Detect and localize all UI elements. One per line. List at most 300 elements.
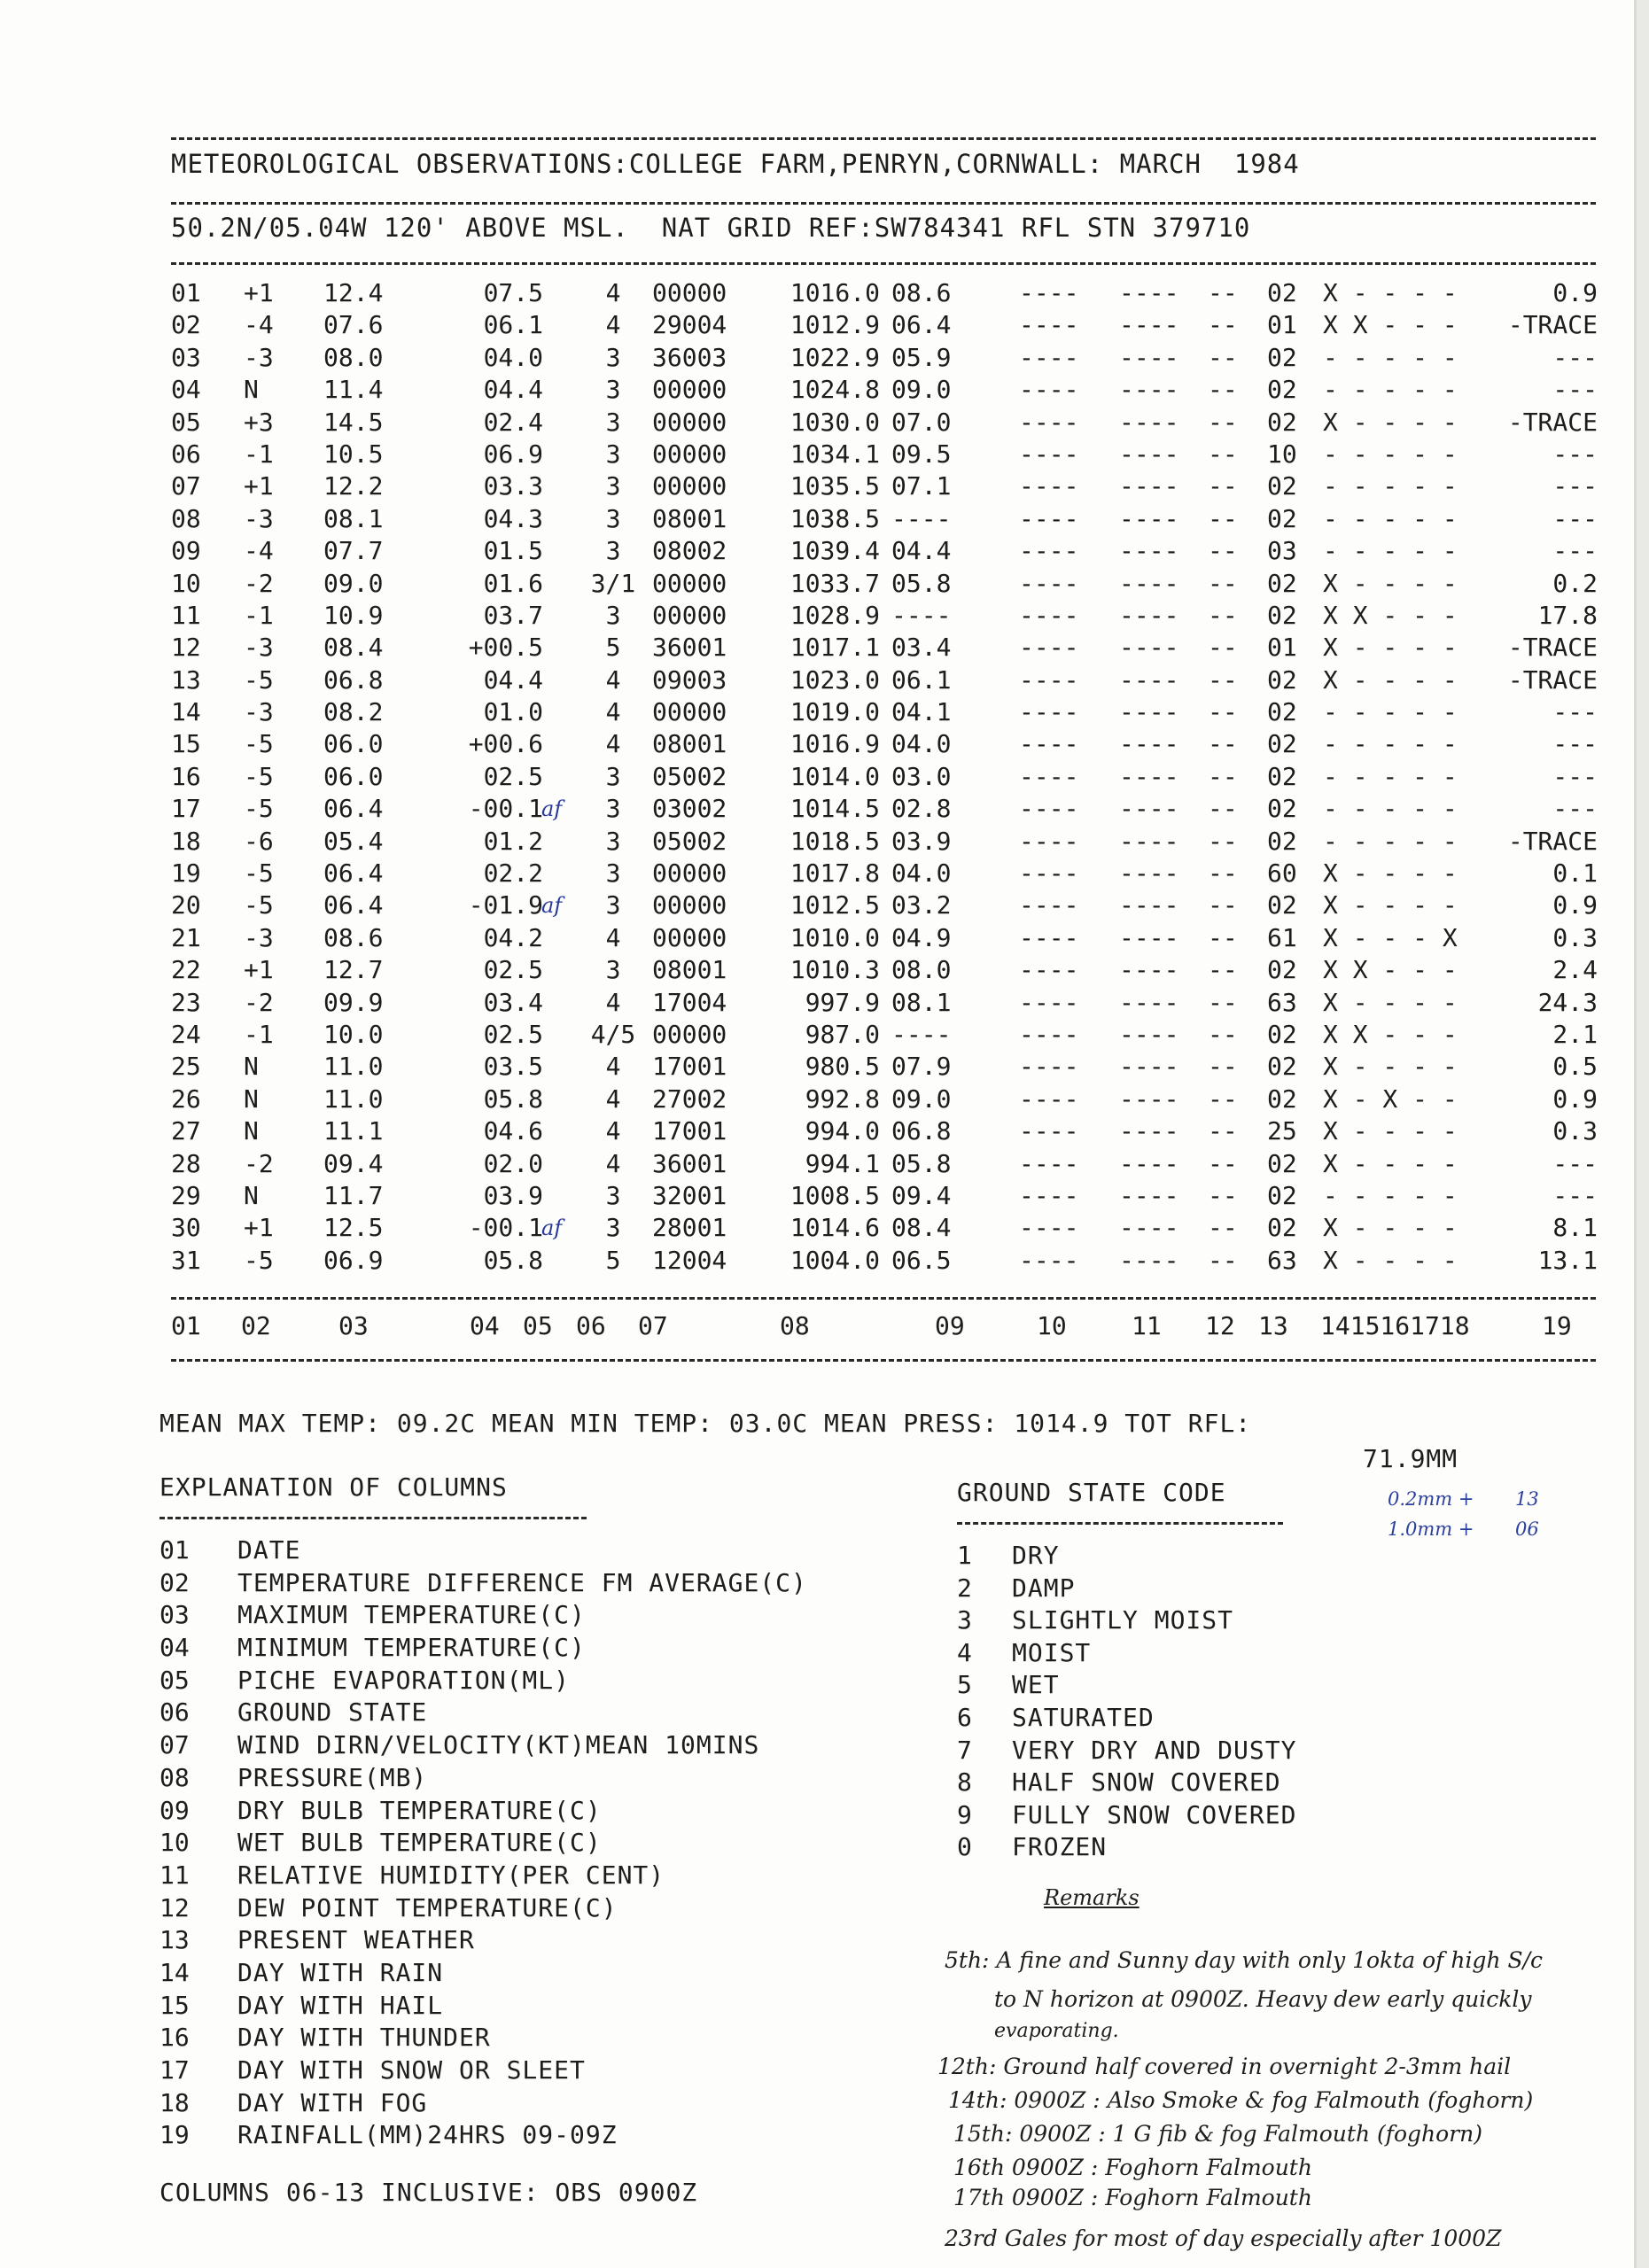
cell-c07: 17004: [652, 987, 727, 1017]
cell-c04: 05.8: [483, 1084, 543, 1114]
cell-c06: 3: [605, 536, 621, 566]
cell-c04: 03.4: [483, 987, 543, 1017]
cell-c07: 08001: [652, 729, 727, 759]
cell-c19: 0.9: [1552, 278, 1598, 307]
page-edge-shadow: [1634, 0, 1637, 2268]
cell-c04: 01.5: [483, 536, 543, 566]
column-number: 19: [1542, 1311, 1572, 1340]
explanation-text: GROUND STATE: [237, 1697, 428, 1728]
cell-c02: -3: [244, 503, 274, 533]
heading-underline: [957, 1522, 1283, 1525]
cell-c02: +1: [244, 471, 274, 501]
cell-c04: +00.6: [468, 729, 543, 759]
cell-c19: ---: [1552, 439, 1598, 469]
column-number: 06: [576, 1311, 606, 1340]
cell-c02: -1: [244, 600, 274, 630]
cell-c19: ---: [1552, 761, 1598, 791]
cell-flags: X - - - -: [1323, 890, 1458, 920]
cell-c12: --: [1208, 987, 1238, 1017]
ground-state-code: 0: [957, 1832, 972, 1862]
cell-c11: ----: [1119, 1245, 1179, 1275]
cell-c10: ----: [1019, 1245, 1079, 1275]
cell-c02: -2: [244, 987, 274, 1017]
page-edge: [1637, 0, 1649, 2268]
cell-c02: N: [244, 1116, 259, 1146]
cell-c07: 28001: [652, 1213, 727, 1243]
cell-c03: 07.6: [323, 310, 384, 340]
cell-c01: 20: [171, 890, 201, 920]
cell-c19: 0.1: [1552, 858, 1598, 889]
cell-c10: ----: [1019, 536, 1079, 566]
cell-c03: 10.5: [323, 439, 384, 469]
cell-c02: -5: [244, 890, 274, 920]
cell-c06: 4: [605, 987, 621, 1017]
cell-c19: 2.4: [1552, 955, 1598, 985]
explanation-number: 06: [159, 1697, 190, 1728]
cell-c10: ----: [1019, 342, 1079, 372]
cell-c02: -5: [244, 761, 274, 791]
cell-c08: 1014.5: [789, 794, 880, 824]
explanation-text: DAY WITH RAIN: [237, 1957, 444, 1987]
cell-c11: ----: [1119, 471, 1179, 501]
cell-c04: 01.0: [483, 697, 543, 727]
explanation-text: RAINFALL(MM)24HRS 09-09Z: [237, 2120, 618, 2150]
ground-state-code: 6: [957, 1702, 972, 1732]
cell-c13: 02: [1267, 1084, 1297, 1114]
cell-c13: 02: [1267, 568, 1297, 598]
cell-c10: ----: [1019, 600, 1079, 630]
column-number: 03: [338, 1311, 369, 1340]
cell-c04: 03.5: [483, 1052, 543, 1082]
cell-c09: 03.9: [891, 826, 952, 856]
cell-c12: --: [1208, 890, 1238, 920]
cell-c09: 04.0: [891, 729, 952, 759]
cell-c08: 1014.0: [789, 761, 880, 791]
explanation-number: 02: [159, 1567, 190, 1597]
explanation-text: DAY WITH THUNDER: [237, 2023, 491, 2053]
cell-c11: ----: [1119, 922, 1179, 952]
cell-c04: 04.2: [483, 922, 543, 952]
handwritten-note: af: [541, 1216, 563, 1241]
cell-c07: 08002: [652, 536, 727, 566]
explanation-number: 19: [159, 2120, 190, 2150]
cell-c12: --: [1208, 955, 1238, 985]
cell-flags: X X - - -: [1323, 310, 1458, 340]
cell-c01: 06: [171, 439, 201, 469]
cell-c03: 10.0: [323, 1019, 384, 1049]
cell-c09: 06.1: [891, 664, 952, 695]
divider: [171, 262, 1596, 265]
remark-line: 5th: A fine and Sunny day with only 1okta of high S/c: [945, 1947, 1544, 1973]
rain-days-value-1: 13: [1515, 1488, 1539, 1510]
cell-c07: 00000: [652, 600, 727, 630]
cell-c10: ----: [1019, 1213, 1079, 1243]
cell-c19: ---: [1552, 375, 1598, 405]
cell-c13: 02: [1267, 600, 1297, 630]
cell-c08: 1017.8: [789, 858, 880, 889]
cell-c19: ---: [1552, 729, 1598, 759]
cell-c07: 08001: [652, 503, 727, 533]
ground-state-text: FULLY SNOW COVERED: [1012, 1799, 1297, 1829]
cell-c09: 09.0: [891, 375, 952, 405]
cell-c13: 02: [1267, 826, 1297, 856]
cell-flags: X - - - X: [1323, 922, 1458, 952]
cell-c09: 04.9: [891, 922, 952, 952]
cell-c09: 06.8: [891, 1116, 952, 1146]
cell-c07: 00000: [652, 407, 727, 437]
remark-line: evaporating.: [994, 2020, 1119, 2042]
cell-flags: X - - - -: [1323, 633, 1458, 663]
cell-c12: --: [1208, 439, 1238, 469]
cell-c19: ---: [1552, 342, 1598, 372]
cell-c09: 05.9: [891, 342, 952, 372]
cell-c07: 08001: [652, 955, 727, 985]
cell-c08: 1019.0: [789, 697, 880, 727]
cell-c06: 3: [605, 1213, 621, 1243]
cell-c01: 19: [171, 858, 201, 889]
cell-c04: 04.4: [483, 664, 543, 695]
cell-c07: 00000: [652, 922, 727, 952]
column-number: 08: [780, 1311, 810, 1340]
cell-c08: 1022.9: [789, 342, 880, 372]
cell-c07: 00000: [652, 439, 727, 469]
cell-c09: ----: [891, 600, 952, 630]
cell-c19: 24.3: [1537, 987, 1598, 1017]
cell-c12: --: [1208, 471, 1238, 501]
cell-c10: ----: [1019, 697, 1079, 727]
column-number: 10: [1037, 1311, 1067, 1340]
explanation-number: 07: [159, 1730, 190, 1760]
explanation-number: 08: [159, 1762, 190, 1792]
cell-c01: 30: [171, 1213, 201, 1243]
cell-c01: 08: [171, 503, 201, 533]
divider: [171, 1297, 1596, 1300]
cell-c13: 02: [1267, 761, 1297, 791]
cell-c03: 12.7: [323, 955, 384, 985]
cell-c09: 04.0: [891, 858, 952, 889]
cell-c13: 02: [1267, 278, 1297, 307]
cell-flags: - - - - -: [1323, 761, 1458, 791]
cell-c10: ----: [1019, 471, 1079, 501]
column-number: 04: [470, 1311, 500, 1340]
cell-c08: 1012.9: [789, 310, 880, 340]
column-number: 01: [171, 1311, 201, 1340]
cell-c19: 17.8: [1537, 600, 1598, 630]
cell-c02: -1: [244, 1019, 274, 1049]
cell-c11: ----: [1119, 536, 1179, 566]
cell-c11: ----: [1119, 1116, 1179, 1146]
cell-c13: 10: [1267, 439, 1297, 469]
cell-c19: 0.9: [1552, 1084, 1598, 1114]
cell-c09: 03.2: [891, 890, 952, 920]
explanation-text: MINIMUM TEMPERATURE(C): [237, 1633, 586, 1663]
cell-c07: 36001: [652, 1148, 727, 1178]
cell-c12: --: [1208, 1213, 1238, 1243]
remark-line: 14th: 0900Z : Also Smoke & fog Falmouth (foghorn): [948, 2087, 1534, 2113]
cell-c13: 63: [1267, 987, 1297, 1017]
cell-c10: ----: [1019, 858, 1079, 889]
ground-state-text: MOIST: [1012, 1637, 1092, 1667]
cell-c12: --: [1208, 342, 1238, 372]
cell-c11: ----: [1119, 1148, 1179, 1178]
cell-c09: 05.8: [891, 568, 952, 598]
cell-c01: 26: [171, 1084, 201, 1114]
cell-flags: - - - - -: [1323, 536, 1458, 566]
explanation-number: 10: [159, 1828, 190, 1858]
cell-c04: +00.5: [468, 633, 543, 663]
cell-c04: 03.3: [483, 471, 543, 501]
ground-state-code: 2: [957, 1573, 972, 1603]
cell-c02: -5: [244, 1245, 274, 1275]
cell-c02: -3: [244, 697, 274, 727]
cell-c04: 02.0: [483, 1148, 543, 1178]
cell-flags: X - - - -: [1323, 664, 1458, 695]
cell-c19: ---: [1552, 536, 1598, 566]
cell-c11: ----: [1119, 761, 1179, 791]
cell-c09: 08.4: [891, 1213, 952, 1243]
cell-c02: +1: [244, 278, 274, 307]
cell-c13: 02: [1267, 375, 1297, 405]
cell-c19: 2.1: [1552, 1019, 1598, 1049]
cell-c09: 08.0: [891, 955, 952, 985]
cell-c11: ----: [1119, 664, 1179, 695]
cell-c13: 60: [1267, 858, 1297, 889]
cell-c03: 08.6: [323, 922, 384, 952]
divider: [171, 202, 1596, 205]
column-number: 12: [1205, 1311, 1235, 1340]
cell-c12: --: [1208, 922, 1238, 952]
cell-c01: 24: [171, 1019, 201, 1049]
cell-c19: ---: [1552, 471, 1598, 501]
cell-c04: 02.5: [483, 761, 543, 791]
cell-c08: 1016.9: [789, 729, 880, 759]
cell-c01: 04: [171, 375, 201, 405]
explanation-number: 13: [159, 1925, 190, 1955]
remark-line: 17th 0900Z : Foghorn Falmouth: [953, 2185, 1312, 2210]
cell-c04: -00.1: [468, 794, 543, 824]
cell-c08: 1010.3: [789, 955, 880, 985]
explanation-number: 18: [159, 2087, 190, 2117]
cell-c11: ----: [1119, 407, 1179, 437]
cell-c07: 00000: [652, 278, 727, 307]
cell-c04: 02.4: [483, 407, 543, 437]
cell-c12: --: [1208, 1116, 1238, 1146]
cell-c12: --: [1208, 794, 1238, 824]
remarks-heading: Remarks: [1044, 1885, 1140, 1910]
ground-state-code: 8: [957, 1767, 972, 1798]
cell-c06: 3: [605, 1180, 621, 1210]
cell-c02: -4: [244, 310, 274, 340]
explanation-text: DEW POINT TEMPERATURE(C): [237, 1892, 618, 1922]
cell-c11: ----: [1119, 955, 1179, 985]
cell-c07: 36003: [652, 342, 727, 372]
cell-c11: ----: [1119, 503, 1179, 533]
cell-c07: 00000: [652, 1019, 727, 1049]
cell-flags: - - - - -: [1323, 794, 1458, 824]
cell-c01: 11: [171, 600, 201, 630]
cell-c08: 1023.0: [789, 664, 880, 695]
cell-c09: 07.0: [891, 407, 952, 437]
remark-line: to N horizon at 0900Z. Heavy dew early quickly: [994, 1986, 1532, 2012]
cell-flags: X - - - -: [1323, 568, 1458, 598]
cell-c06: 4: [605, 1116, 621, 1146]
ground-state-text: WET: [1012, 1670, 1060, 1700]
cell-c08: 1033.7: [789, 568, 880, 598]
cell-c07: 12004: [652, 1245, 727, 1275]
explanation-number: 11: [159, 1860, 190, 1890]
cell-c19: ---: [1552, 697, 1598, 727]
cell-c09: 07.9: [891, 1052, 952, 1082]
cell-c08: 1004.0: [789, 1245, 880, 1275]
cell-c03: 06.0: [323, 761, 384, 791]
cell-c07: 29004: [652, 310, 727, 340]
cell-c02: -3: [244, 342, 274, 372]
cell-c10: ----: [1019, 407, 1079, 437]
cell-flags: - - - - -: [1323, 1180, 1458, 1210]
cell-flags: - - - - -: [1323, 826, 1458, 856]
ground-state-code: 1: [957, 1541, 972, 1570]
cell-c11: ----: [1119, 1052, 1179, 1082]
cell-c02: -6: [244, 826, 274, 856]
cell-c12: --: [1208, 729, 1238, 759]
explanation-number: 17: [159, 2055, 190, 2085]
cell-c03: 11.4: [323, 375, 384, 405]
cell-c19: 0.3: [1552, 1116, 1598, 1146]
cell-c07: 17001: [652, 1052, 727, 1082]
cell-c09: 04.4: [891, 536, 952, 566]
cell-c02: -5: [244, 664, 274, 695]
cell-c09: 09.4: [891, 1180, 952, 1210]
cell-c06: 4: [605, 1052, 621, 1082]
cell-c01: 28: [171, 1148, 201, 1178]
cell-c01: 22: [171, 955, 201, 985]
cell-c09: 08.6: [891, 278, 952, 307]
cell-c03: 07.7: [323, 536, 384, 566]
cell-c02: -4: [244, 536, 274, 566]
cell-c10: ----: [1019, 794, 1079, 824]
cell-c01: 10: [171, 568, 201, 598]
ground-state-text: DRY: [1012, 1541, 1060, 1570]
cell-c12: --: [1208, 1148, 1238, 1178]
cell-c13: 02: [1267, 729, 1297, 759]
cell-c03: 06.4: [323, 890, 384, 920]
rain-days-value-2: 06: [1515, 1518, 1539, 1540]
cell-c07: 36001: [652, 633, 727, 663]
remark-line: 12th: Ground half covered in overnight 2-3mm hail: [937, 2054, 1512, 2079]
cell-c01: 14: [171, 697, 201, 727]
cell-c13: 02: [1267, 890, 1297, 920]
cell-c10: ----: [1019, 922, 1079, 952]
cell-c01: 02: [171, 310, 201, 340]
cell-c11: ----: [1119, 278, 1179, 307]
cell-c11: ----: [1119, 1084, 1179, 1114]
cell-c12: --: [1208, 536, 1238, 566]
ground-state-heading: GROUND STATE CODE: [957, 1478, 1226, 1507]
cell-c13: 02: [1267, 794, 1297, 824]
cell-c04: 05.8: [483, 1245, 543, 1275]
cell-c11: ----: [1119, 439, 1179, 469]
cell-flags: X - - - -: [1323, 1116, 1458, 1146]
cell-c04: 06.1: [483, 310, 543, 340]
cell-c07: 09003: [652, 664, 727, 695]
cell-c06: 4: [605, 729, 621, 759]
cell-c06: 5: [605, 1245, 621, 1275]
cell-c03: 08.4: [323, 633, 384, 663]
station-info: 50.2N/05.04W 120' ABOVE MSL. NAT GRID REF:SW784341 RFL STN 379710: [171, 213, 1251, 243]
cell-c01: 17: [171, 794, 201, 824]
cell-c03: 12.4: [323, 278, 384, 307]
cell-c11: ----: [1119, 697, 1179, 727]
cell-c10: ----: [1019, 955, 1079, 985]
cell-c12: --: [1208, 826, 1238, 856]
cell-flags: X - - - -: [1323, 278, 1458, 307]
explanation-text: WIND DIRN/VELOCITY(KT)MEAN 10MINS: [237, 1730, 760, 1760]
cell-c01: 01: [171, 278, 201, 307]
cell-c06: 4: [605, 310, 621, 340]
remark-line: 16th 0900Z : Foghorn Falmouth: [953, 2155, 1312, 2180]
explanation-number: 14: [159, 1957, 190, 1987]
cell-c11: ----: [1119, 987, 1179, 1017]
cell-c01: 03: [171, 342, 201, 372]
cell-c19: 0.5: [1552, 1052, 1598, 1082]
explanation-text: TEMPERATURE DIFFERENCE FM AVERAGE(C): [237, 1567, 807, 1597]
cell-c09: 08.1: [891, 987, 952, 1017]
cell-c10: ----: [1019, 278, 1079, 307]
cell-c03: 09.9: [323, 987, 384, 1017]
cell-c09: 03.4: [891, 633, 952, 663]
cell-c11: ----: [1119, 1213, 1179, 1243]
cell-flags: X - - - -: [1323, 858, 1458, 889]
cell-c10: ----: [1019, 439, 1079, 469]
cell-c06: 3: [605, 600, 621, 630]
cell-c03: 06.9: [323, 1245, 384, 1275]
cell-c02: -3: [244, 633, 274, 663]
cell-c02: -2: [244, 568, 274, 598]
cell-c06: 5: [605, 633, 621, 663]
cell-c06: 3: [605, 858, 621, 889]
cell-c07: 03002: [652, 794, 727, 824]
explanation-text: DAY WITH SNOW OR SLEET: [237, 2055, 586, 2085]
cell-c02: +1: [244, 955, 274, 985]
cell-c10: ----: [1019, 310, 1079, 340]
cell-c09: 06.5: [891, 1245, 952, 1275]
cell-c19: -TRACE: [1507, 826, 1598, 856]
cell-c13: 63: [1267, 1245, 1297, 1275]
cell-c03: 11.1: [323, 1116, 384, 1146]
cell-c04: -00.1: [468, 1213, 543, 1243]
cell-c06: 3: [605, 794, 621, 824]
explanation-text: PRESSURE(MB): [237, 1762, 428, 1792]
cell-c09: 03.0: [891, 761, 952, 791]
cell-c12: --: [1208, 633, 1238, 663]
cell-c02: +1: [244, 1213, 274, 1243]
cell-c08: 1038.5: [789, 503, 880, 533]
cell-c19: -TRACE: [1507, 633, 1598, 663]
cell-c13: 02: [1267, 1052, 1297, 1082]
cell-c01: 09: [171, 536, 201, 566]
cell-c10: ----: [1019, 826, 1079, 856]
cell-c04: 04.4: [483, 375, 543, 405]
cell-c12: --: [1208, 1245, 1238, 1275]
cell-c09: 05.8: [891, 1148, 952, 1178]
cell-c01: 12: [171, 633, 201, 663]
cell-c10: ----: [1019, 987, 1079, 1017]
explanation-number: 15: [159, 1990, 190, 2020]
heading-underline: [159, 1517, 587, 1519]
cell-c13: 61: [1267, 922, 1297, 952]
cell-c19: 13.1: [1537, 1245, 1598, 1275]
cell-c08: 1034.1: [789, 439, 880, 469]
